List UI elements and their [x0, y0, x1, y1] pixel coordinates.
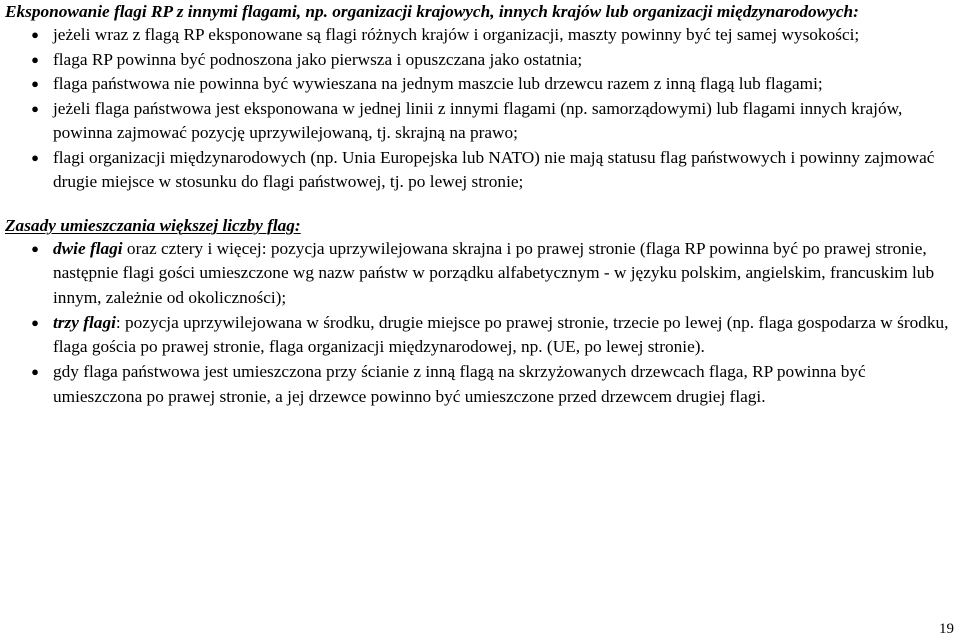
section-heading-flag-display: Eksponowanie flagi RP z innymi flagami, np. organizacji krajowych, innych krajów lub organizacji międzynarodowych:: [5, 2, 859, 21]
document-page: [5, 0, 955, 409]
list-item-text: flaga RP powinna być podnoszona jako pierwsza i opuszczana jako ostatnia;: [53, 49, 583, 69]
list-item-text: gdy flaga państwowa jest umieszczona przy ścianie z inną flagą na skrzyżowanych drzewcach flaga, RP powinna być umieszczona po prawej stronie, a jej drzewce powinno być umieszczone przed drzewcem drugiej flagi.: [53, 362, 866, 406]
bullet-icon: ●: [31, 76, 39, 91]
list-item: [5, 146, 955, 195]
page-number: 19: [939, 621, 954, 637]
multiple-flags-rules-list: [5, 237, 955, 410]
list-item: [5, 23, 955, 48]
list-item: [5, 237, 955, 311]
bullet-icon: ●: [31, 100, 39, 116]
bullet-icon: ●: [31, 314, 39, 330]
bullet-icon: ●: [31, 51, 39, 67]
list-item-lead: trzy flagi: [53, 312, 116, 332]
list-item: [5, 311, 955, 360]
section-heading-multiple-flags: Zasady umieszczania większej liczby flag:: [5, 215, 301, 235]
list-item-text: jeżeli flaga państwowa jest eksponowana w jednej linii z innymi flagami (np. samorządowymi) lub flagami innych krajów, powinna zajmować pozycję uprzywilejowaną, tj. skrajną na prawo;: [53, 98, 903, 142]
list-item: [5, 72, 955, 97]
bullet-icon: ●: [31, 149, 39, 165]
list-item: [5, 97, 955, 146]
list-item-text: jeżeli wraz z flagą RP eksponowane są flagi różnych krajów i organizacji, maszty powinny być tej samej wysokości;: [53, 25, 860, 44]
list-item-lead: dwie flagi: [53, 238, 123, 258]
bullet-icon: ●: [31, 364, 39, 380]
list-item-text: flaga państwowa nie powinna być wywieszana na jednym maszcie lub drzewcu razem z inną flagą lub flagami;: [53, 74, 823, 93]
list-item-text: : pozycja uprzywilejowana w środku, drugie miejsce po prawej stronie, trzecie po lewej (np. flaga gospodarza w środku, flaga gościa po prawej stronie, flaga organizacji międzynarodowej, np. (UE, po lewej stronie).: [53, 312, 949, 357]
list-item: [5, 360, 955, 409]
list-item-text: oraz cztery i więcej: pozycja uprzywilejowana skrajna i po prawej stronie (flaga RP powinna być po prawej stronie, następnie flagi gości umieszczone wg nazw państw w porządku alfabetycznym - w języku polskim, angielskim, francuskim lub innym, zależnie od okoliczności);: [53, 238, 935, 307]
bullet-icon: ●: [31, 27, 39, 42]
flag-display-rules-list: [5, 23, 955, 195]
list-item-text: flagi organizacji międzynarodowych (np. Unia Europejska lub NATO) nie mają statusu flag państwowych i powinny zajmować drugie miejsce w stosunku do flagi państwowej, tj. po lewej stronie;: [53, 147, 935, 191]
bullet-icon: ●: [31, 240, 39, 256]
list-item: [5, 48, 955, 73]
